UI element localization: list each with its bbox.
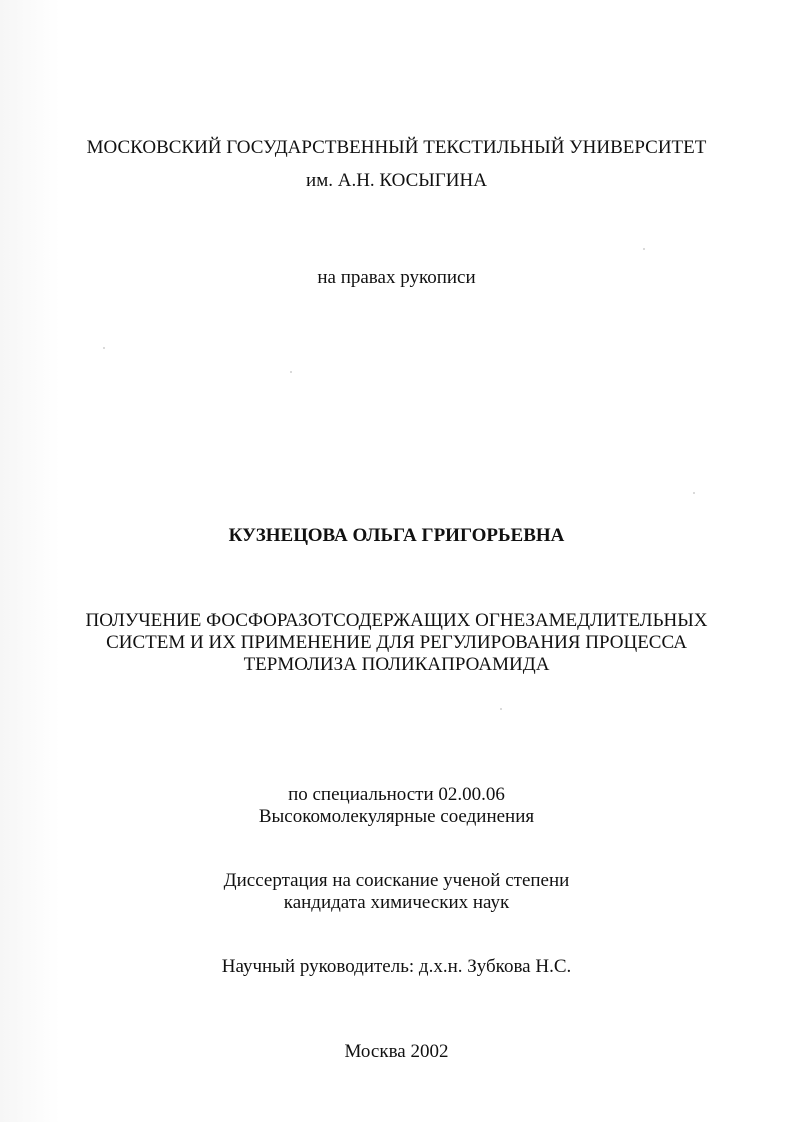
scan-speck [643, 248, 645, 250]
specialty-name: Высокомолекулярные соединения [258, 806, 535, 827]
scan-speck [500, 708, 502, 710]
thesis-title-line-1: ПОЛУЧЕНИЕ ФОСФОРАЗОТСОДЕРЖАЩИХ ОГНЕЗАМЕДЛИТЕЛЬНЫХ [85, 610, 708, 631]
city-year: Москва 2002 [344, 1041, 449, 1062]
thesis-title-line-2: СИСТЕМ И ИХ ПРИМЕНЕНИЕ ДЛЯ РЕГУЛИРОВАНИЯ ПРОЦЕССА [106, 632, 687, 653]
thesis-title-line-3: ТЕРМОЛИЗА ПОЛИКАПРОАМИДА [243, 654, 550, 675]
author-name: КУЗНЕЦОВА ОЛЬГА ГРИГОРЬЕВНА [228, 525, 565, 546]
degree-line-1: Диссертация на соискание ученой степени [223, 870, 570, 891]
rights-note: на правах рукописи [317, 267, 476, 288]
specialty-code: по специальности 02.00.06 [288, 784, 505, 805]
scan-speck [693, 492, 695, 494]
degree-line-2: кандидата химических наук [283, 892, 510, 913]
university-named-after: им. А.Н. КОСЫГИНА [306, 170, 487, 191]
supervisor: Научный руководитель: д.х.н. Зубкова Н.С. [221, 956, 572, 977]
scan-speck [290, 371, 292, 373]
scan-speck [103, 347, 105, 349]
university-name: МОСКОВСКИЙ ГОСУДАРСТВЕННЫЙ ТЕКСТИЛЬНЫЙ УНИВЕРСИТЕТ [86, 137, 707, 158]
scan-shadow [0, 0, 60, 1122]
